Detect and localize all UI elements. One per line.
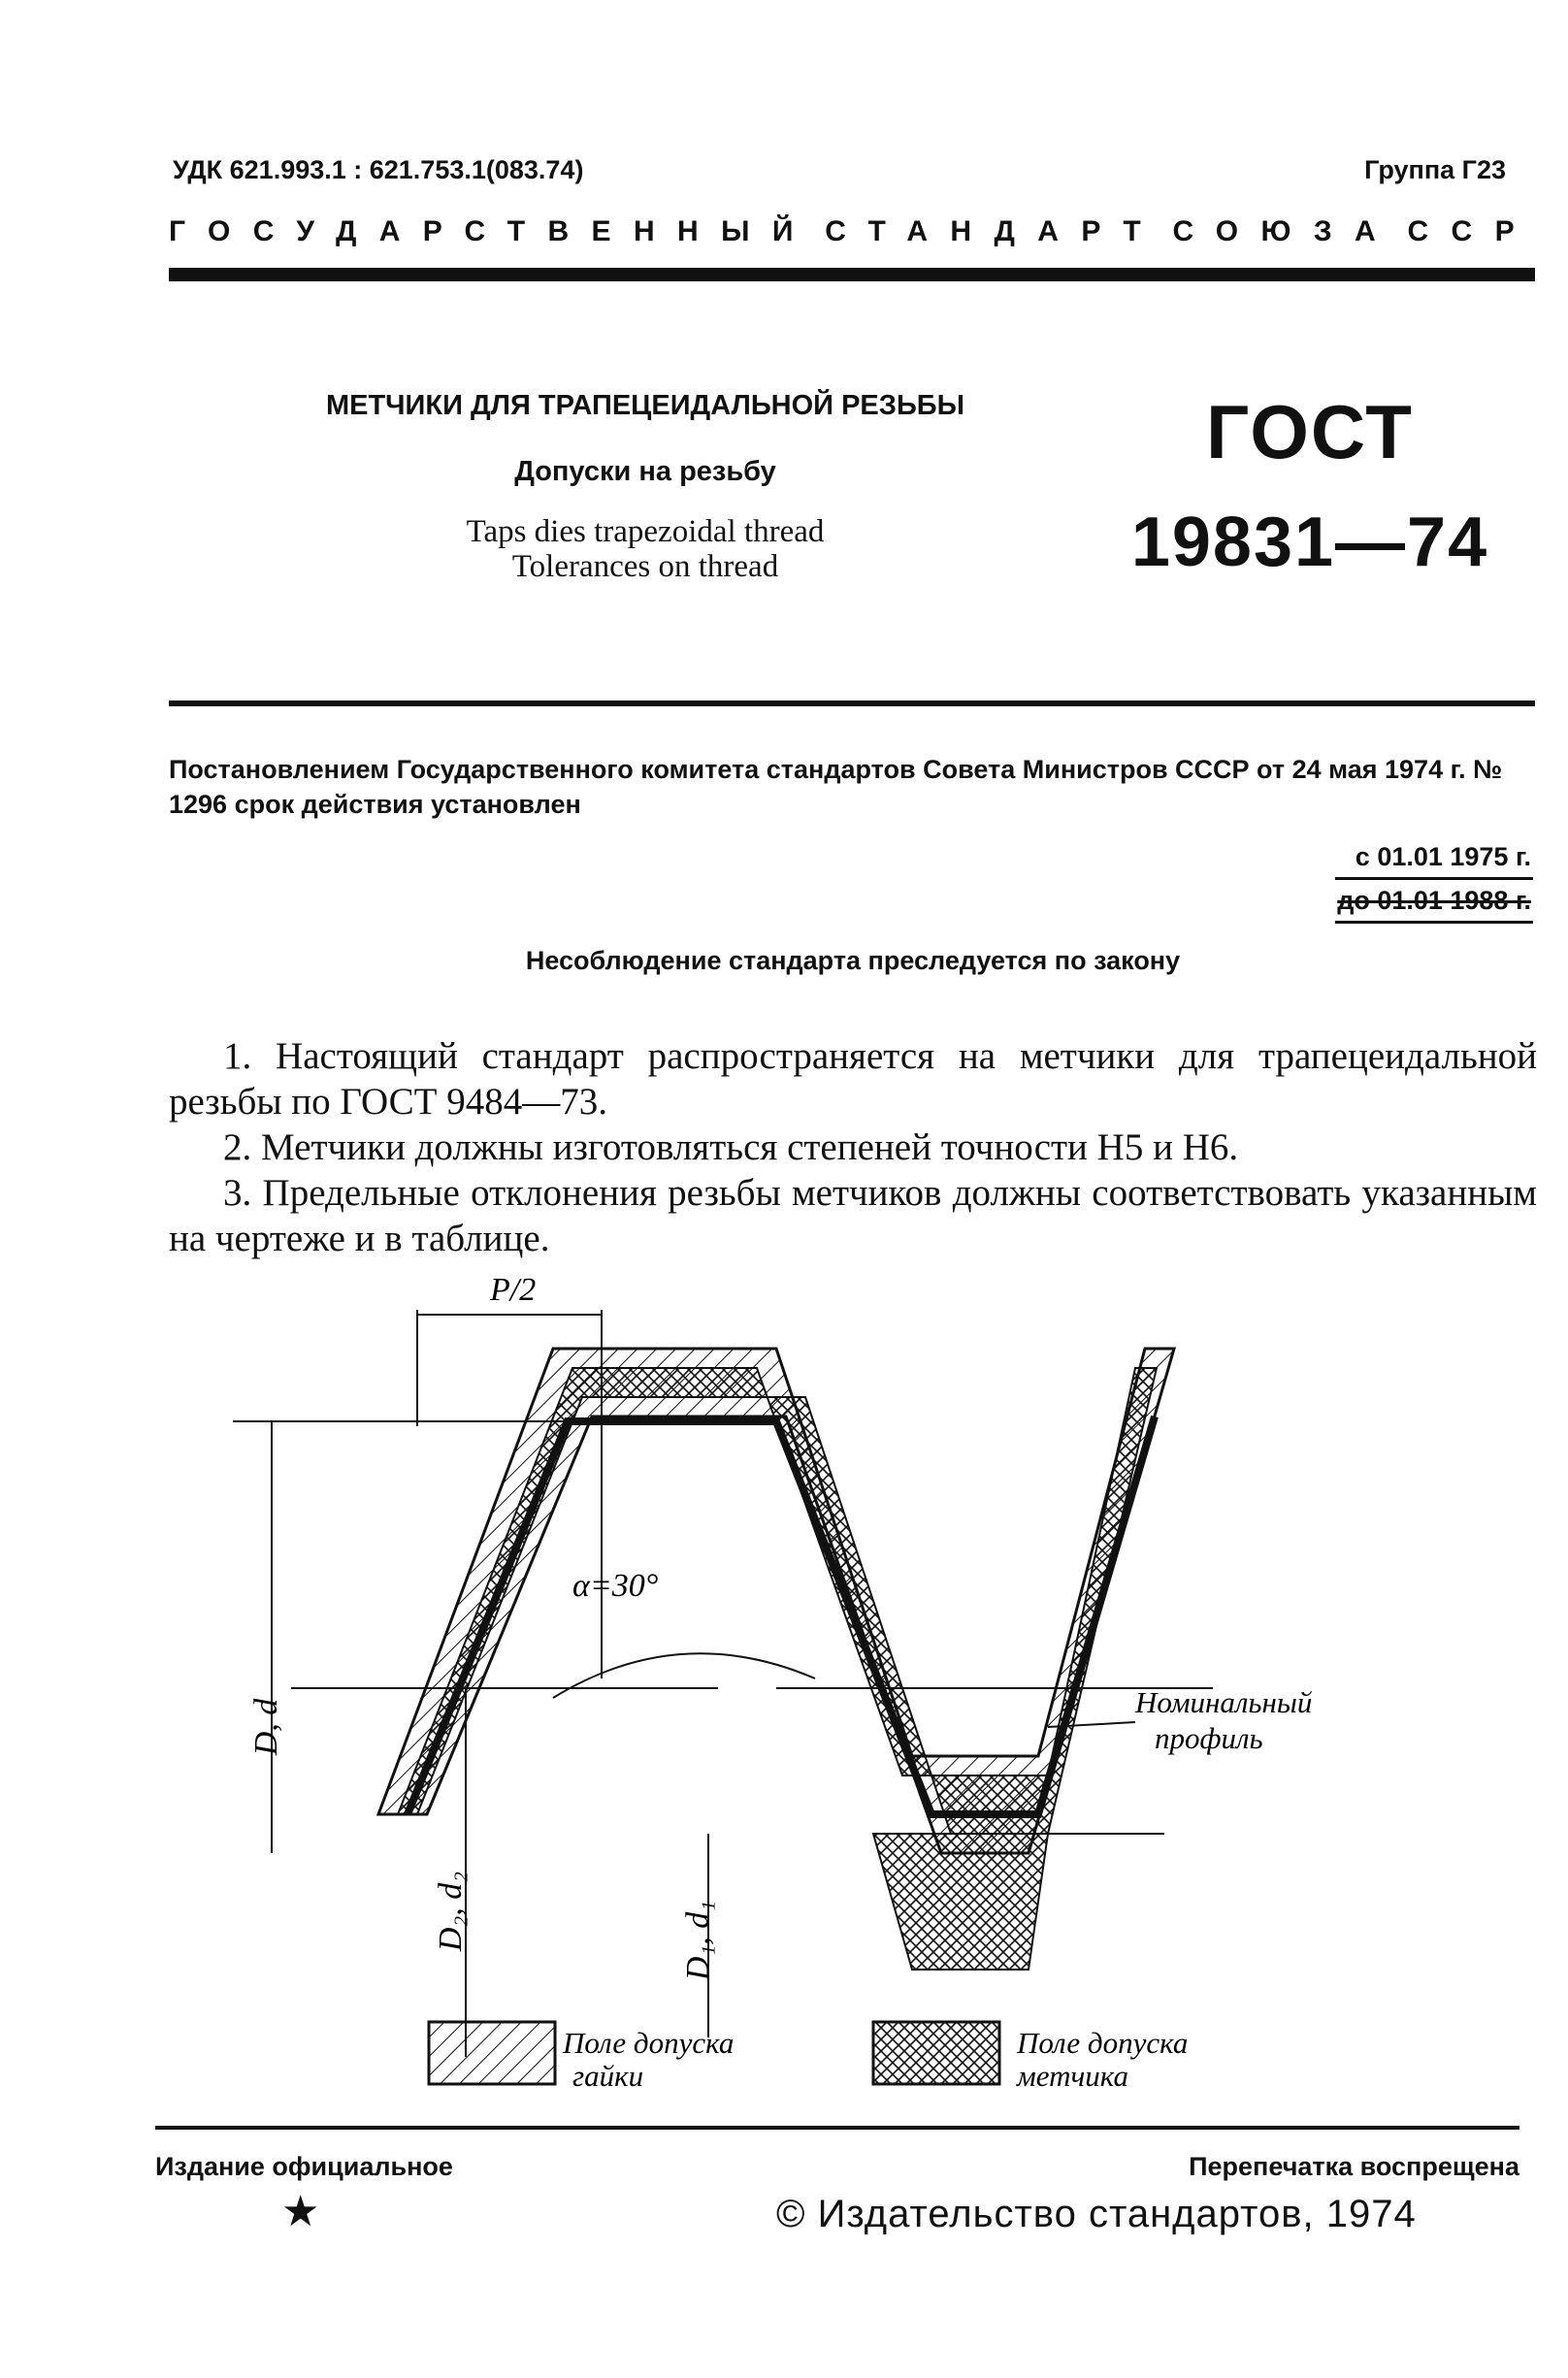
- pitch-label: P/2: [490, 1272, 537, 1308]
- reprint-note: Перепечатка воспрещена: [1189, 2152, 1519, 2181]
- paragraph-2: 2. Метчики должны изготовляться степеней точности Н5 и Н6.: [223, 1126, 1239, 1168]
- group-code: Группа Г23: [1364, 155, 1506, 184]
- tap-minor-field: [873, 1834, 1048, 1970]
- law-notice: Несоблюдение стандарта преследуется по закону: [525, 946, 1181, 975]
- validity-dates: [1335, 836, 1533, 924]
- document-subtitle: Допуски на резьбу: [514, 456, 776, 487]
- nominal-label-2: профиль: [1155, 1721, 1263, 1755]
- heading-word: ССР: [1407, 215, 1537, 247]
- decree-text: Постановлением Государственного комитета стандартов Совета Министров СССР от 24 мая 1974 г. № 1296 срок действия установлен: [169, 755, 1503, 819]
- publisher: © Издательство стандартов, 1974: [776, 2193, 1417, 2235]
- heading-word: СТАНДАРТ: [825, 215, 1164, 247]
- gost-number: 19831—74: [1130, 504, 1489, 581]
- legend-nut-label-1: Поле допуска: [563, 2026, 735, 2060]
- body-text: [169, 1033, 1537, 1261]
- nominal-label-1: Номинальный: [1135, 1685, 1313, 1719]
- dim-pitch-label: D₂, d₂: [433, 1871, 469, 1952]
- udk-code: УДК 621.993.1 : 621.753.1(083.74): [173, 155, 584, 184]
- paragraph-1: 1. Настоящий стандарт распространяется на метчики для трапецеидальной резьбы по ГОСТ 9484—73.: [169, 1035, 1537, 1123]
- footer-rule: [155, 2126, 1519, 2130]
- star-icon: ★: [281, 2188, 320, 2235]
- english-title: Taps dies trapezoidal thread: [466, 514, 825, 549]
- dim-major-label: D, d: [248, 1698, 284, 1756]
- document-title: МЕТЧИКИ ДЛЯ ТРАПЕЦЕИДАЛЬНОЙ РЕЗЬБЫ: [325, 390, 965, 421]
- date-from: с 01.01 1975 г.: [1335, 836, 1533, 880]
- standard-heading: [169, 215, 1537, 248]
- legend-tap-label-2: метчика: [1017, 2059, 1129, 2093]
- heading-word: ГОСУДАРСТВЕННЫЙ: [169, 215, 816, 247]
- title-rule: [169, 700, 1535, 706]
- header-rule: [169, 268, 1535, 281]
- edition-note: Издание официальное: [155, 2152, 453, 2181]
- legend-tap-label-1: Поле допуска: [1017, 2026, 1189, 2060]
- legend-nut-swatch: [429, 2022, 555, 2084]
- thread-profile-diagram: [248, 1271, 1378, 2105]
- heading-word: СОЮЗА: [1172, 215, 1399, 247]
- gost-label: ГОСТ: [1206, 389, 1414, 474]
- legend-nut-label-2: гайки: [572, 2059, 644, 2093]
- angle-label: α=30°: [572, 1568, 659, 1604]
- english-subtitle: Tolerances on thread: [511, 549, 779, 584]
- legend-tap-swatch: [873, 2022, 999, 2084]
- dim-minor-label: D₁, d₁: [680, 1900, 716, 1981]
- date-to: до 01.01 1988 г.: [1335, 880, 1533, 924]
- paragraph-3: 3. Предельные отклонения резьбы метчиков должны соответствовать указанным на чертеже и в таблице.: [169, 1172, 1537, 1259]
